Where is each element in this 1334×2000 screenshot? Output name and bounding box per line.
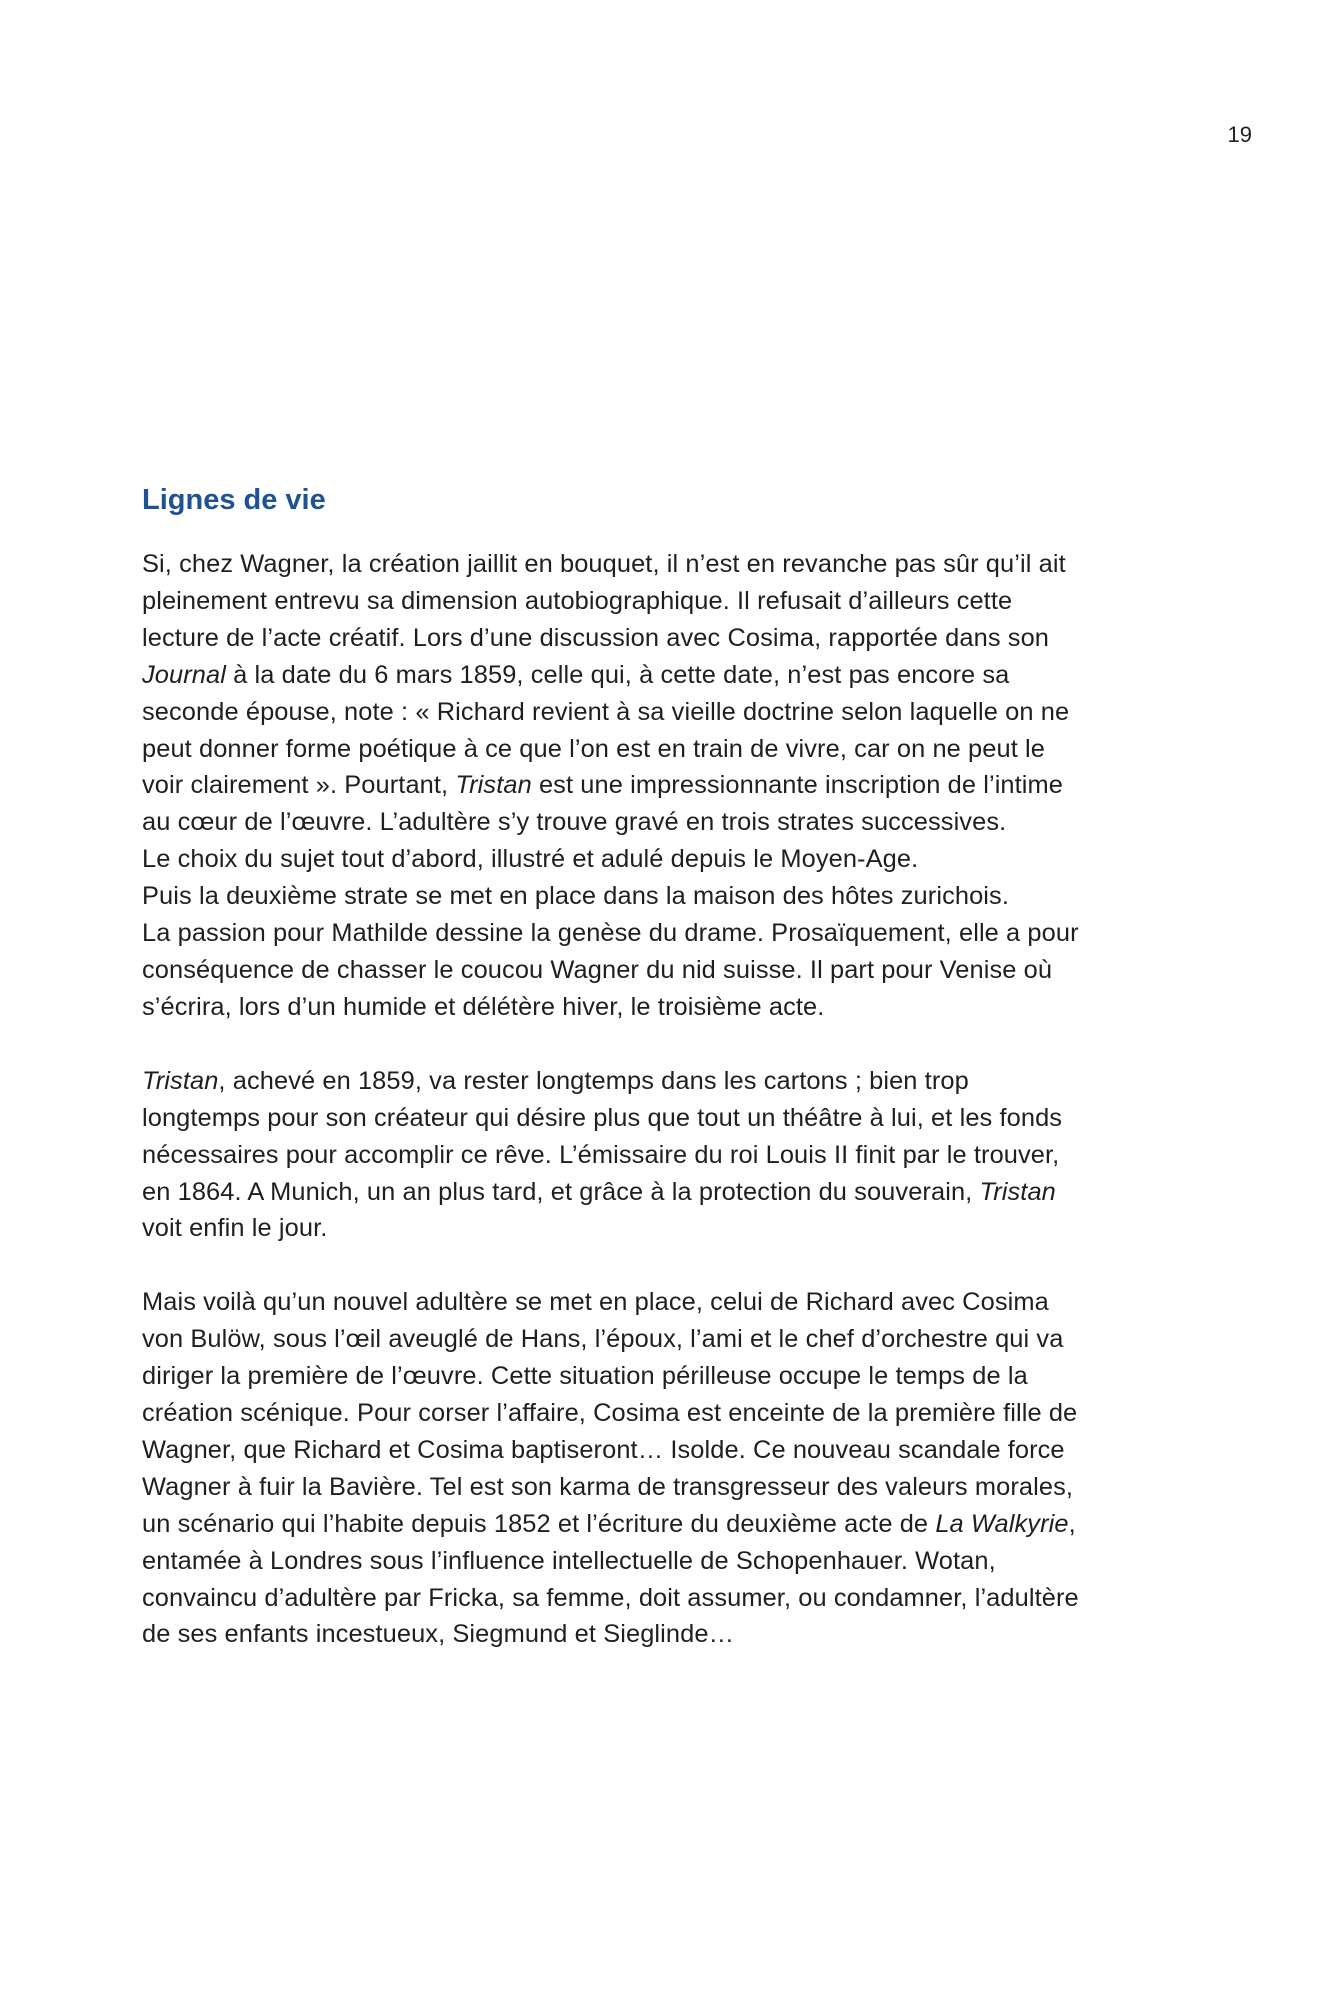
text-run: La passion pour Mathilde dessine la genèse du drame. Prosaïquement, elle a pour [142,919,1079,948]
page-number: 19 [1227,122,1252,147]
text-run: peut donner forme poétique à ce que l’on est en train de vivre, car on ne peut le [142,734,1045,763]
text-line [142,915,1202,952]
text-run: Wagner à fuir la Bavière. Tel est son karma de transgresseur des valeurs morales, [142,1472,1074,1501]
text-line [142,841,1202,878]
text-run: Puis la deuxième strate se met en place dans la maison des hôtes zurichois. [142,882,1009,911]
body-paragraph [142,1284,1202,1653]
text-line [142,1395,1202,1432]
text-line [142,878,1202,915]
text-line [142,804,1202,841]
text-run: Si, chez Wagner, la création jaillit en bouquet, il n’est en revanche pas sûr qu’il ait [142,550,1066,578]
text-run: au cœur de l’œuvre. L’adultère s’y trouve gravé en trois strates successives. [142,808,1007,837]
italic-title-text: La Walkyrie [935,1509,1069,1538]
body-paragraph [142,546,1202,1026]
text-run: voit enfin le jour. [142,1214,328,1243]
text-line [142,1580,1202,1617]
paragraphs-container [142,546,1202,1653]
text-line [142,1284,1202,1321]
text-run: von Bulöw, sous l’œil aveuglé de Hans, l’époux, l’ami et le chef d’orchestre qui va [142,1325,1064,1354]
text-line [142,731,1202,768]
text-run: de ses enfants incestueux, Siegmund et Sieglinde… [142,1620,735,1649]
text-line [142,1469,1202,1506]
text-run: convaincu d’adultère par Fricka, sa femme, doit assumer, ou condamner, l’adultère [142,1583,1079,1612]
text-line [142,1137,1202,1174]
text-line [142,694,1202,731]
italic-title-text: Tristan [142,1066,219,1095]
text-run: pleinement entrevu sa dimension autobiographique. Il refusait d’ailleurs cette [142,586,1013,615]
text-run: Wagner, que Richard et Cosima baptiseront… Isolde. Ce nouveau scandale force [142,1435,1065,1464]
text-run: à la date du 6 mars 1859, celle qui, à cette date, n’est pas encore sa [225,660,1010,689]
text-run: voir clairement ». Pourtant, [142,771,456,800]
text-run: un scénario qui l’habite depuis 1852 et l’écriture du deuxième acte de [142,1509,936,1538]
body-paragraph [142,1063,1202,1248]
text-line [142,1358,1202,1395]
text-line [142,1063,1202,1100]
text-run: diriger la première de l’œuvre. Cette situation périlleuse occupe le temps de la [142,1362,1028,1391]
text-line [142,1506,1202,1543]
text-run: Mais voilà qu’un nouvel adultère se met en place, celui de Richard avec Cosima [142,1288,1049,1317]
text-line [142,1174,1202,1211]
text-line [142,1616,1202,1653]
italic-title-text: Tristan [455,771,532,800]
text-run: entamée à Londres sous l’influence intellectuelle de Schopenhauer. Wotan, [142,1546,996,1575]
text-line [142,952,1202,989]
section-title: Lignes de vie [142,484,326,516]
text-run: en 1864. A Munich, un an plus tard, et grâce à la protection du souverain, [142,1177,980,1206]
text-line [142,1321,1202,1358]
text-run: est une impressionnante inscription de l’intime [531,771,1064,800]
text-run: seconde épouse, note : « Richard revient à sa vieille doctrine selon laquelle on ne [142,697,1070,726]
text-line [142,620,1202,657]
text-line [142,1100,1202,1137]
text-run: conséquence de chasser le coucou Wagner du nid suisse. Il part pour Venise où [142,955,1053,984]
italic-title-text: Tristan [979,1177,1056,1206]
text-line [142,767,1202,804]
text-line [142,989,1202,1026]
text-run: , achevé en 1859, va rester longtemps dans les cartons ; bien trop [218,1066,969,1095]
text-line [142,1432,1202,1469]
text-run: nécessaires pour accomplir ce rêve. L’émissaire du roi Louis II finit par le trouver, [142,1140,1060,1169]
text-run: Le choix du sujet tout d’abord, illustré et adulé depuis le Moyen-Age. [142,845,919,874]
text-run: , [1068,1509,1076,1538]
article-body [142,478,1202,1653]
italic-title-text: Journal [142,660,226,689]
text-line [142,1543,1202,1580]
text-line [142,546,1202,583]
text-line [142,583,1202,620]
text-line [142,1210,1202,1247]
text-run: s’écrira, lors d’un humide et délétère hiver, le troisième acte. [142,992,825,1021]
text-line [142,657,1202,694]
text-run: longtemps pour son créateur qui désire plus que tout un théâtre à lui, et les fonds [142,1103,1063,1132]
text-run: création scénique. Pour corser l’affaire, Cosima est enceinte de la première fille de [142,1399,1078,1428]
text-run: lecture de l’acte créatif. Lors d’une discussion avec Cosima, rapportée dans son [142,623,1050,652]
